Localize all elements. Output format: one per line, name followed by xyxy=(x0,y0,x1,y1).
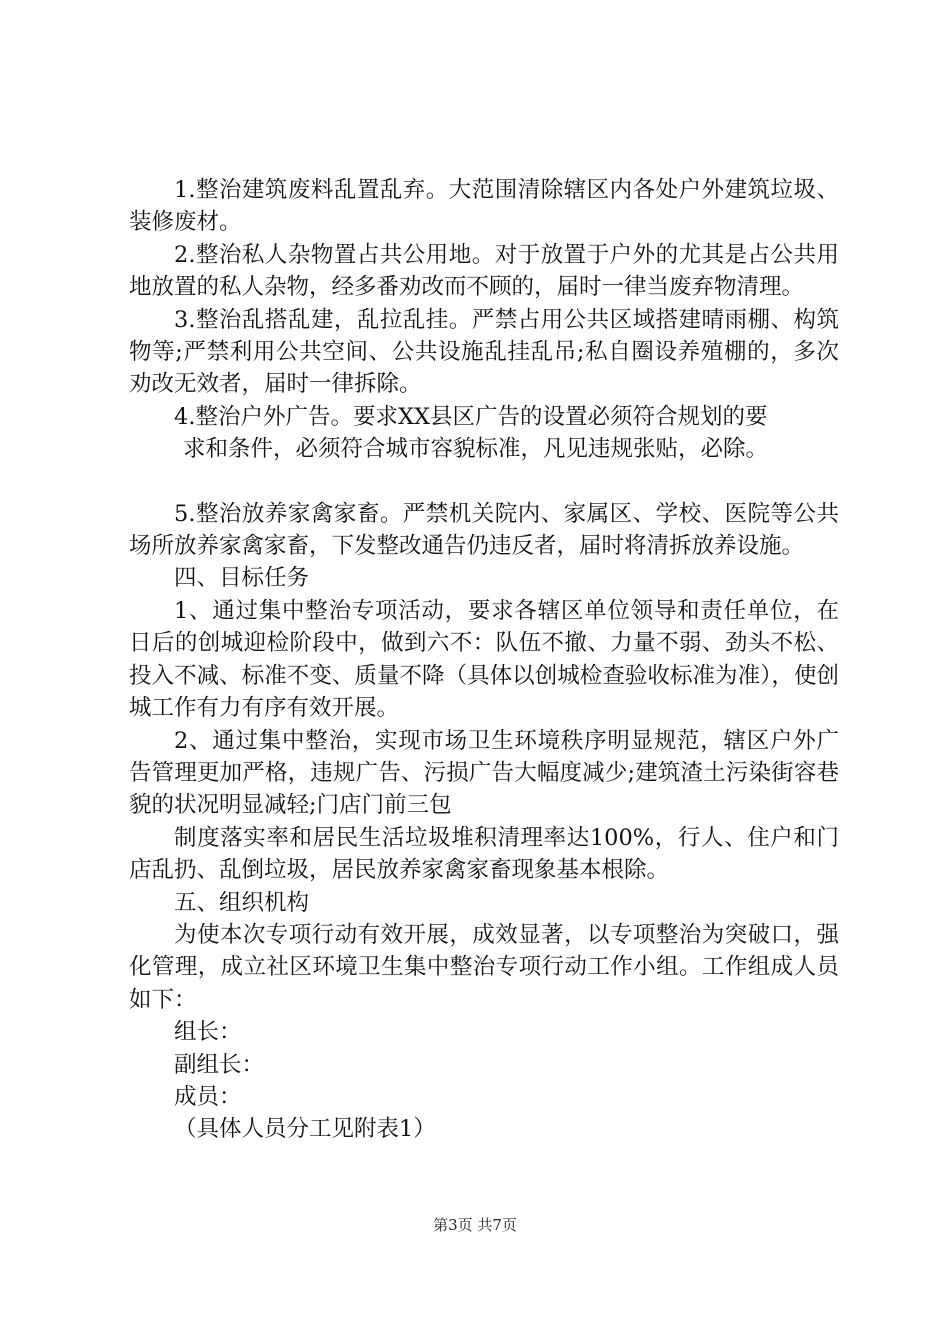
paragraph-item-4-continued: 求和条件，必须符合城市容貌标准，凡见违规张贴，必除。 xyxy=(183,436,769,463)
roster-note: （具体人员分工见附表1） xyxy=(174,1116,436,1143)
section-heading-goals: 四、目标任务 xyxy=(174,565,310,592)
paragraph-item-1: 1.整治建筑废料乱置乱弃。大范围清除辖区内各处户外建筑垃圾、装修废材。 xyxy=(129,177,839,236)
paragraph-goal-2-continued: 制度落实率和居民生活垃圾堆积清理率达100%，行人、住户和门店乱扔、乱倒垃圾，居民放养家禽家畜现象基本根除。 xyxy=(129,824,839,884)
paragraph-item-4: 4.整治户外广告。要求XX县区广告的设置必须符合规划的要 xyxy=(174,403,768,430)
roster-leader: 组长： xyxy=(174,1019,242,1046)
paragraph-item-5: 5.整治放养家禽家畜。严禁机关院内、家属区、学校、医院等公共场所放养家禽家畜，下发整改通告仍违反者，届时将清拆放养设施。 xyxy=(129,500,839,560)
section-heading-organization: 五、组织机构 xyxy=(174,889,310,916)
page-number-footer: 第3页 共7页 xyxy=(433,1216,517,1234)
paragraph-goal-2: 2、通过集中整治，实现市场卫生环境秩序明显规范，辖区户外广告管理更加严格，违规广告、污损广告大幅度减少;建筑渣土污染街容巷貌的状况明显减轻;门店门前三包 xyxy=(129,727,839,819)
document-body xyxy=(129,174,839,1146)
roster-deputy-leader: 副组长： xyxy=(174,1051,265,1078)
paragraph-organization: 为使本次专项行动有效开展，成效显著，以专项整治为突破口，强化管理，成立社区环境卫生集中整治专项行动工作小组。工作组成人员如下： xyxy=(129,921,839,1013)
paragraph-item-3: 3.整治乱搭乱建，乱拉乱挂。严禁占用公共区域搭建晴雨棚、构筑物等;严禁利用公共空间、公共设施乱挂乱吊;私自圈设养殖棚的，多次劝改无效者，届时一律拆除。 xyxy=(129,306,839,398)
paragraph-item-2: 2.整治私人杂物置占共公用地。对于放置于户外的尤其是占公共用地放置的私人杂物，经多番劝改而不顾的，届时一律当废弃物清理。 xyxy=(129,241,839,301)
paragraph-goal-1: 1、通过集中整治专项活动，要求各辖区单位领导和责任单位，在日后的创城迎检阶段中，做到六不：队伍不撤、力量不弱、劲头不松、投入不减、标准不变、质量不降（具体以创城检查验收标准为准），使创城工作有力有序有效开展。 xyxy=(129,597,839,722)
roster-members: 成员： xyxy=(174,1083,242,1110)
